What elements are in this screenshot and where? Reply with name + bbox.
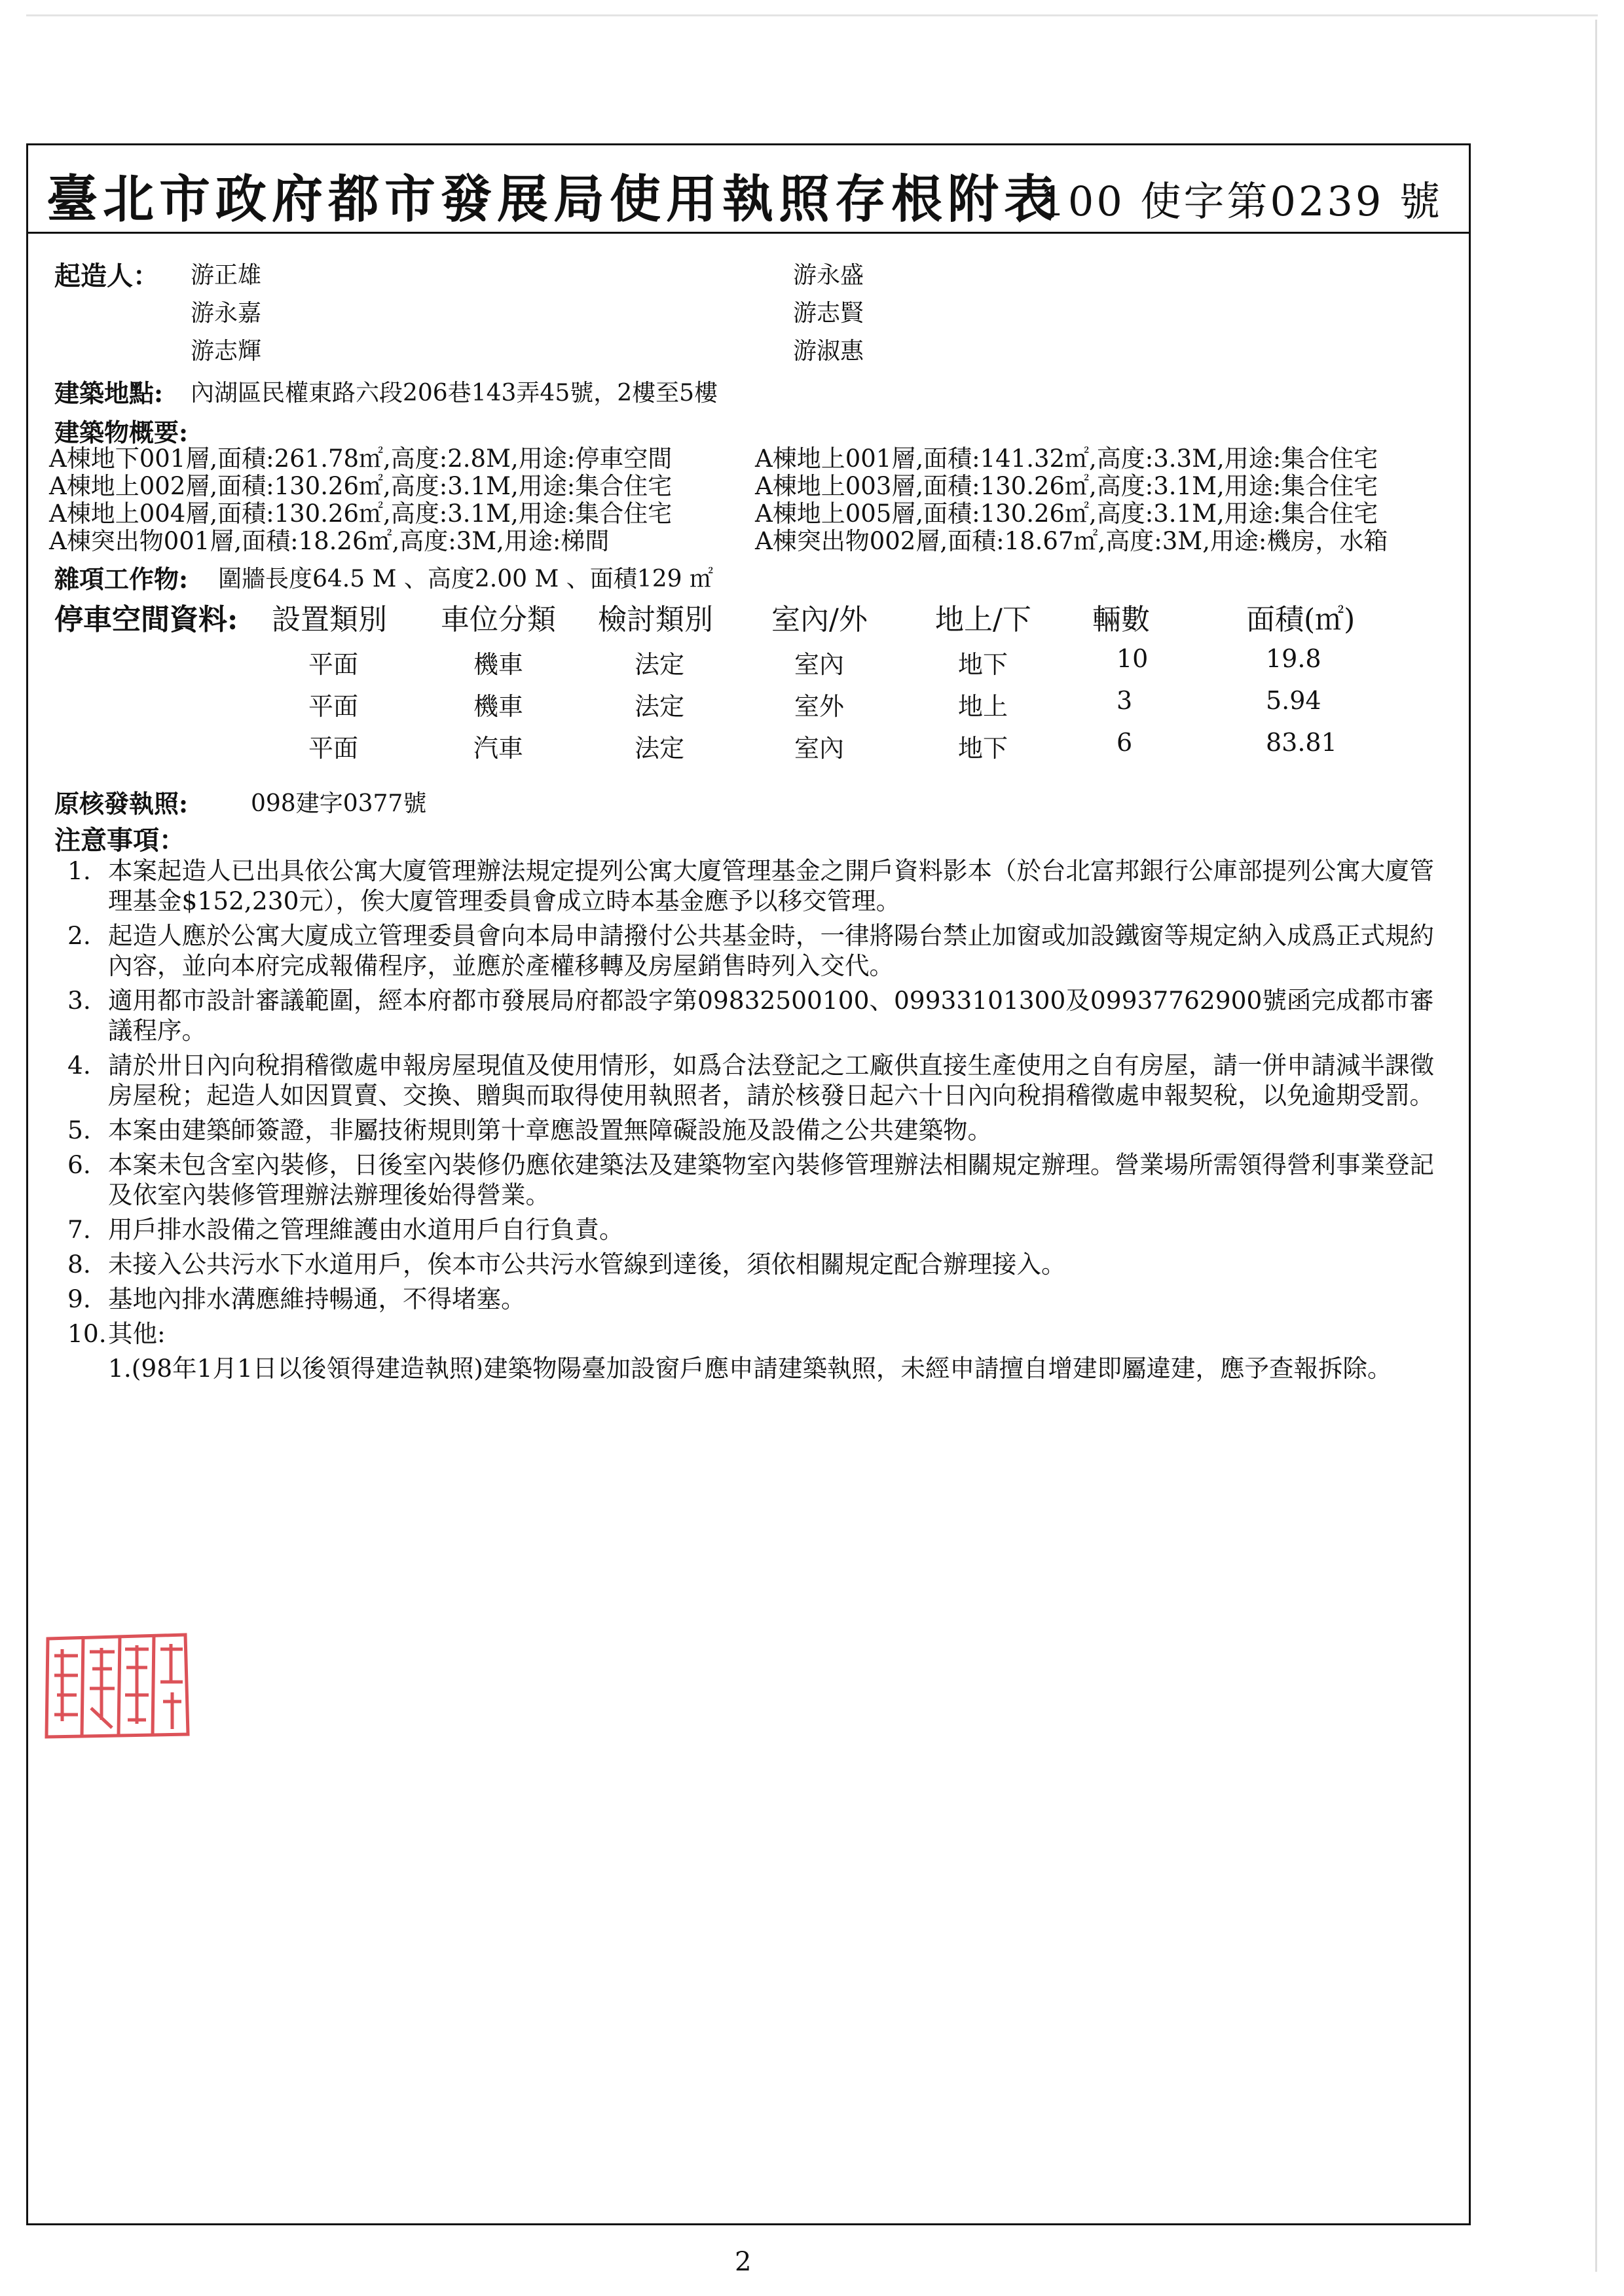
note-text: 適用都市設計審議範圍，經本府都市發展局府都設字第09832500100、09933101300及09937762900號函完成都市審議程序。 (108, 986, 1434, 1045)
note-number: 8. (67, 1250, 91, 1279)
note-number: 9. (67, 1285, 91, 1313)
parking-cell: 10 (1116, 644, 1149, 673)
note-text: 本案由建築師簽證，非屬技術規則第十章應設置無障礙設施及設備之公共建築物。 (108, 1116, 992, 1144)
builders-label: 起造人： (54, 261, 159, 291)
scan-edge-right (1595, 20, 1597, 2272)
overview-line: A棟地上001層,面積:141.32㎡,高度:3.3M,用途:集合住宅 (755, 445, 1378, 473)
misc-structures-label: 雜項工作物: (54, 564, 189, 594)
note-item (67, 1150, 1449, 1210)
overview-line: A棟地上002層,面積:130.26㎡,高度:3.1M,用途:集合住宅 (49, 472, 673, 500)
parking-cell: 機車 (473, 692, 524, 721)
official-seal-stamp (43, 1630, 191, 1741)
parking-cell: 地下 (958, 734, 1008, 763)
note-item (67, 1319, 1449, 1349)
note-text: 其他: (108, 1319, 166, 1348)
overview-label: 建築物概要: (54, 418, 189, 447)
parking-cell: 室內 (794, 734, 845, 763)
overview-line: A棟突出物002層,面積:18.67㎡,高度:3M,用途:機房，水箱 (755, 527, 1388, 555)
parking-cell: 法定 (635, 734, 685, 763)
note-text: 本案起造人已出具依公寓大廈管理辦法規定提列公寓大廈管理基金之開戶資料影本（於台北富邦銀行公庫部提列公寓大廈管理基金$152,230元），俟大廈管理委員會成立時本基金應予以移交管理。 (108, 856, 1434, 915)
builder-name: 游志賢 (793, 300, 864, 327)
note-number: 7. (67, 1215, 91, 1244)
builder-name: 游永嘉 (191, 300, 262, 327)
parking-header: 地上/下 (935, 603, 1031, 636)
builder-name: 游永盛 (793, 262, 864, 289)
parking-header: 檢討類別 (598, 603, 713, 636)
note-number: 4. (67, 1051, 91, 1080)
note-text: 基地內排水溝應維持暢通，不得堵塞。 (108, 1285, 526, 1313)
overview-line: A棟突出物001層,面積:18.26㎡,高度:3M,用途:梯間 (49, 527, 610, 555)
parking-cell: 地下 (958, 650, 1008, 679)
note-sub-item: 1.(98年1月1日以後領得建造執照)建築物陽臺加設窗戶應申請建築執照，未經申請擅自增建即屬違建，應予查報拆除。 (108, 1354, 1392, 1383)
note-number: 5. (67, 1116, 91, 1144)
site-address: 內湖區民權東路六段206巷143弄45號，2樓至5樓 (191, 380, 718, 407)
note-item (67, 856, 1449, 916)
note-number: 2. (67, 921, 91, 950)
parking-cell: 室內 (794, 650, 845, 679)
note-item (67, 1115, 1449, 1145)
note-item (67, 1249, 1449, 1279)
overview-line: A棟地上004層,面積:130.26㎡,高度:3.1M,用途:集合住宅 (49, 500, 673, 528)
parking-cell: 汽車 (473, 734, 524, 763)
note-item (67, 1214, 1449, 1245)
page-number: 2 (735, 2247, 752, 2277)
overview-line: A棟地下001層,面積:261.78㎡,高度:2.8M,用途:停車空間 (49, 445, 673, 473)
parking-cell: 機車 (473, 650, 524, 679)
note-text: 請於卅日內向稅捐稽徵處申報房屋現值及使用情形，如爲合法登記之工廠供直接生產使用之自有房屋，請一併申請減半課徵房屋稅；起造人如因買賣、交換、贈與而取得使用執照者，請於核發日起六十日內向稅捐稽徵處申報契稅，以免逾期受罰。 (108, 1051, 1434, 1110)
parking-cell: 5.94 (1266, 686, 1321, 715)
parking-cell: 法定 (635, 692, 685, 721)
parking-header: 室內/外 (771, 603, 868, 636)
parking-cell: 地上 (958, 692, 1008, 721)
scan-edge-top (26, 14, 1598, 16)
notes-list (67, 856, 1449, 1383)
parking-label: 停車空間資料: (54, 603, 238, 636)
note-item (67, 920, 1449, 981)
note-number: 1. (67, 856, 91, 885)
misc-structures-value: 圍牆長度64.5 M 、高度2.00 M 、面積129 ㎡ (218, 566, 713, 592)
parking-cell: 3 (1116, 686, 1133, 715)
note-text: 本案未包含室內裝修，日後室內裝修仍應依建築法及建築物室內裝修管理辦法相關規定辦理。營業場所需領得營利事業登記及依室內裝修管理辦法辦理後始得營業。 (108, 1150, 1434, 1209)
note-item (67, 985, 1449, 1046)
builder-name: 游淑惠 (793, 338, 864, 365)
overview-line: A棟地上005層,面積:130.26㎡,高度:3.1M,用途:集合住宅 (755, 500, 1378, 528)
parking-cell: 83.81 (1266, 728, 1337, 757)
note-number: 3. (67, 986, 91, 1015)
builder-name: 游志輝 (191, 338, 262, 365)
note-item (67, 1284, 1449, 1314)
note-number: 6. (67, 1150, 91, 1179)
parking-cell: 19.8 (1266, 644, 1321, 673)
note-text: 起造人應於公寓大廈成立管理委員會向本局申請撥付公共基金時，一律將陽台禁止加窗或加設鐵窗等規定納入成爲正式規約內容，並向本府完成報備程序，並應於產權移轉及房屋銷售時列入交代。 (108, 921, 1434, 980)
parking-cell: 法定 (635, 650, 685, 679)
overview-line: A棟地上003層,面積:130.26㎡,高度:3.1M,用途:集合住宅 (755, 472, 1378, 500)
note-text: 未接入公共污水下水道用戶，俟本市公共污水管線到達後，須依相關規定配合辦理接入。 (108, 1250, 1066, 1279)
notes-label: 注意事項： (54, 825, 185, 856)
original-permit-label: 原核發執照: (54, 789, 189, 818)
original-permit-value: 098建字0377號 (251, 790, 427, 817)
parking-cell: 平面 (308, 650, 359, 679)
parking-header: 車位分類 (441, 603, 556, 636)
document-title: 臺北市政府都市發展局使用執照存根附表 (46, 170, 1061, 229)
builder-name: 游正雄 (191, 262, 262, 289)
note-item (67, 1050, 1449, 1110)
note-number: 10. (67, 1319, 107, 1348)
parking-cell: 平面 (308, 692, 359, 721)
parking-cell: 室外 (794, 692, 845, 721)
permit-number: 100 使字第0239 號 (1039, 177, 1443, 225)
parking-header: 設置類別 (272, 603, 387, 636)
document-frame (26, 143, 1471, 2225)
parking-header: 輛數 (1092, 603, 1150, 636)
title-bar (28, 145, 1469, 234)
parking-cell: 平面 (308, 734, 359, 763)
note-text: 用戶排水設備之管理維護由水道用戶自行負責。 (108, 1215, 624, 1244)
site-label: 建築地點: (54, 378, 164, 408)
parking-cell: 6 (1116, 728, 1133, 757)
parking-header: 面積(㎡) (1246, 603, 1356, 636)
